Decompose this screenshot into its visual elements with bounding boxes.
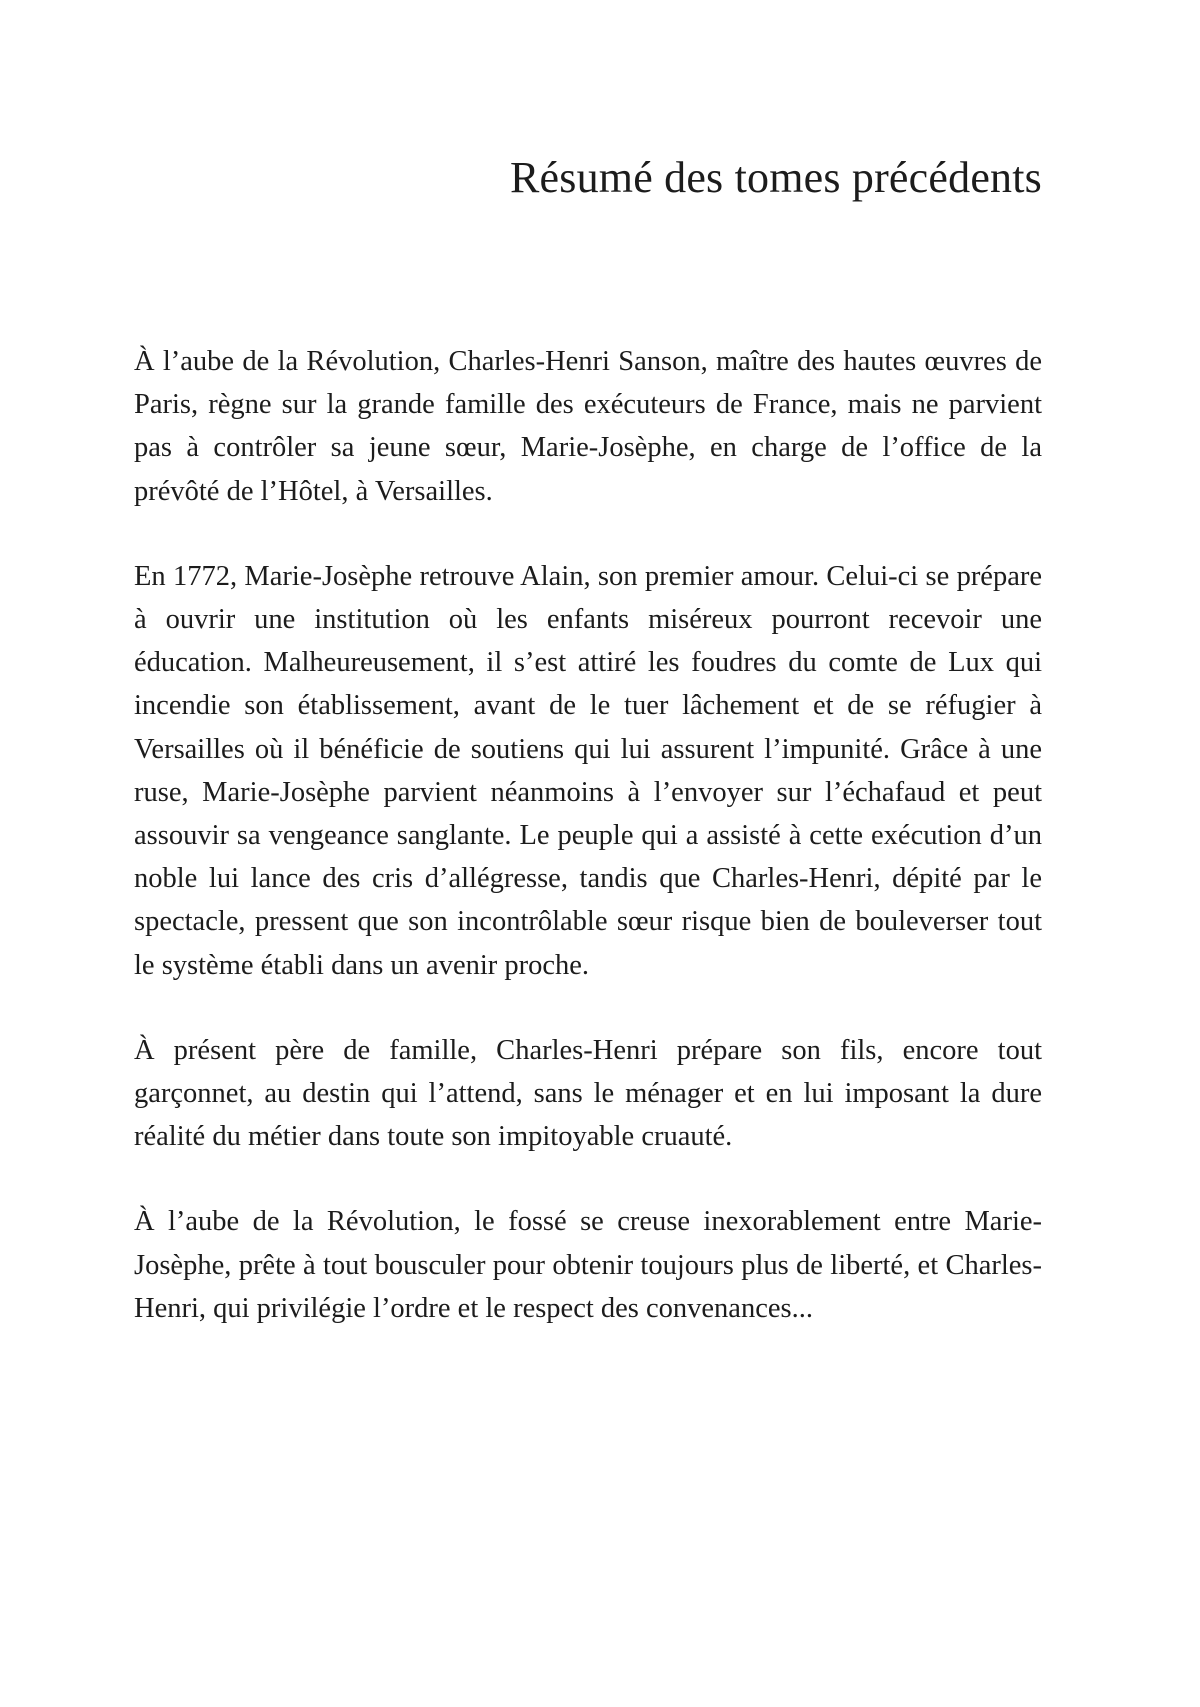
page-title: Résumé des tomes précédents <box>509 153 1042 202</box>
paragraph-2: En 1772, Marie-Josèphe retrouve Alain, son premier amour. Celui-ci se prépare à ouvrir une institution où les enfants miséreux pourront recevoir une éducation. Malheureusement, il s’est attiré les foudres du comte de Lux qui incendie son établissement, avant de le tuer lâchement et de se réfugier à Versailles où il bénéficie de soutiens qui lui assurent l’impunité. Grâce à une ruse, Marie-Josèphe parvient néanmoins à l’envoyer sur l’échafaud et peut assouvir sa vengeance sanglante. Le peuple qui a assisté à cette exécution d’un noble lui lance des cris d’allégresse, tandis que Charles-Henri, dépité par le spectacle, pressent que son incontrôlable sœur risque bien de bouleverser tout le système établi dans un avenir proche. <box>134 560 1042 981</box>
paragraph-3: À présent père de famille, Charles-Henri prépare son fils, encore tout garçonnet, au destin qui l’attend, sans le ménager et en lui imposant la dure réalité du métier dans toute son impitoyable cruauté. <box>134 1034 1042 1153</box>
summary-text <box>134 340 1042 1330</box>
paragraph-4: À l’aube de la Révolution, le fossé se creuse inexorablement entre Marie-Josèphe, prête à tout bousculer pour obtenir toujours plus de liberté, et Charles-Henri, qui privilégie l’ordre et le respect des convenances... <box>134 1206 1042 1324</box>
paragraph-1: À l’aube de la Révolution, Charles-Henri Sanson, maître des hautes œuvres de Paris, règne sur la grande famille des exécuteurs de France, mais ne parvient pas à contrôler sa jeune sœur, Marie-Josèphe, en charge de l’office de la prévôté de l’Hôtel, à Versailles. <box>134 346 1042 507</box>
